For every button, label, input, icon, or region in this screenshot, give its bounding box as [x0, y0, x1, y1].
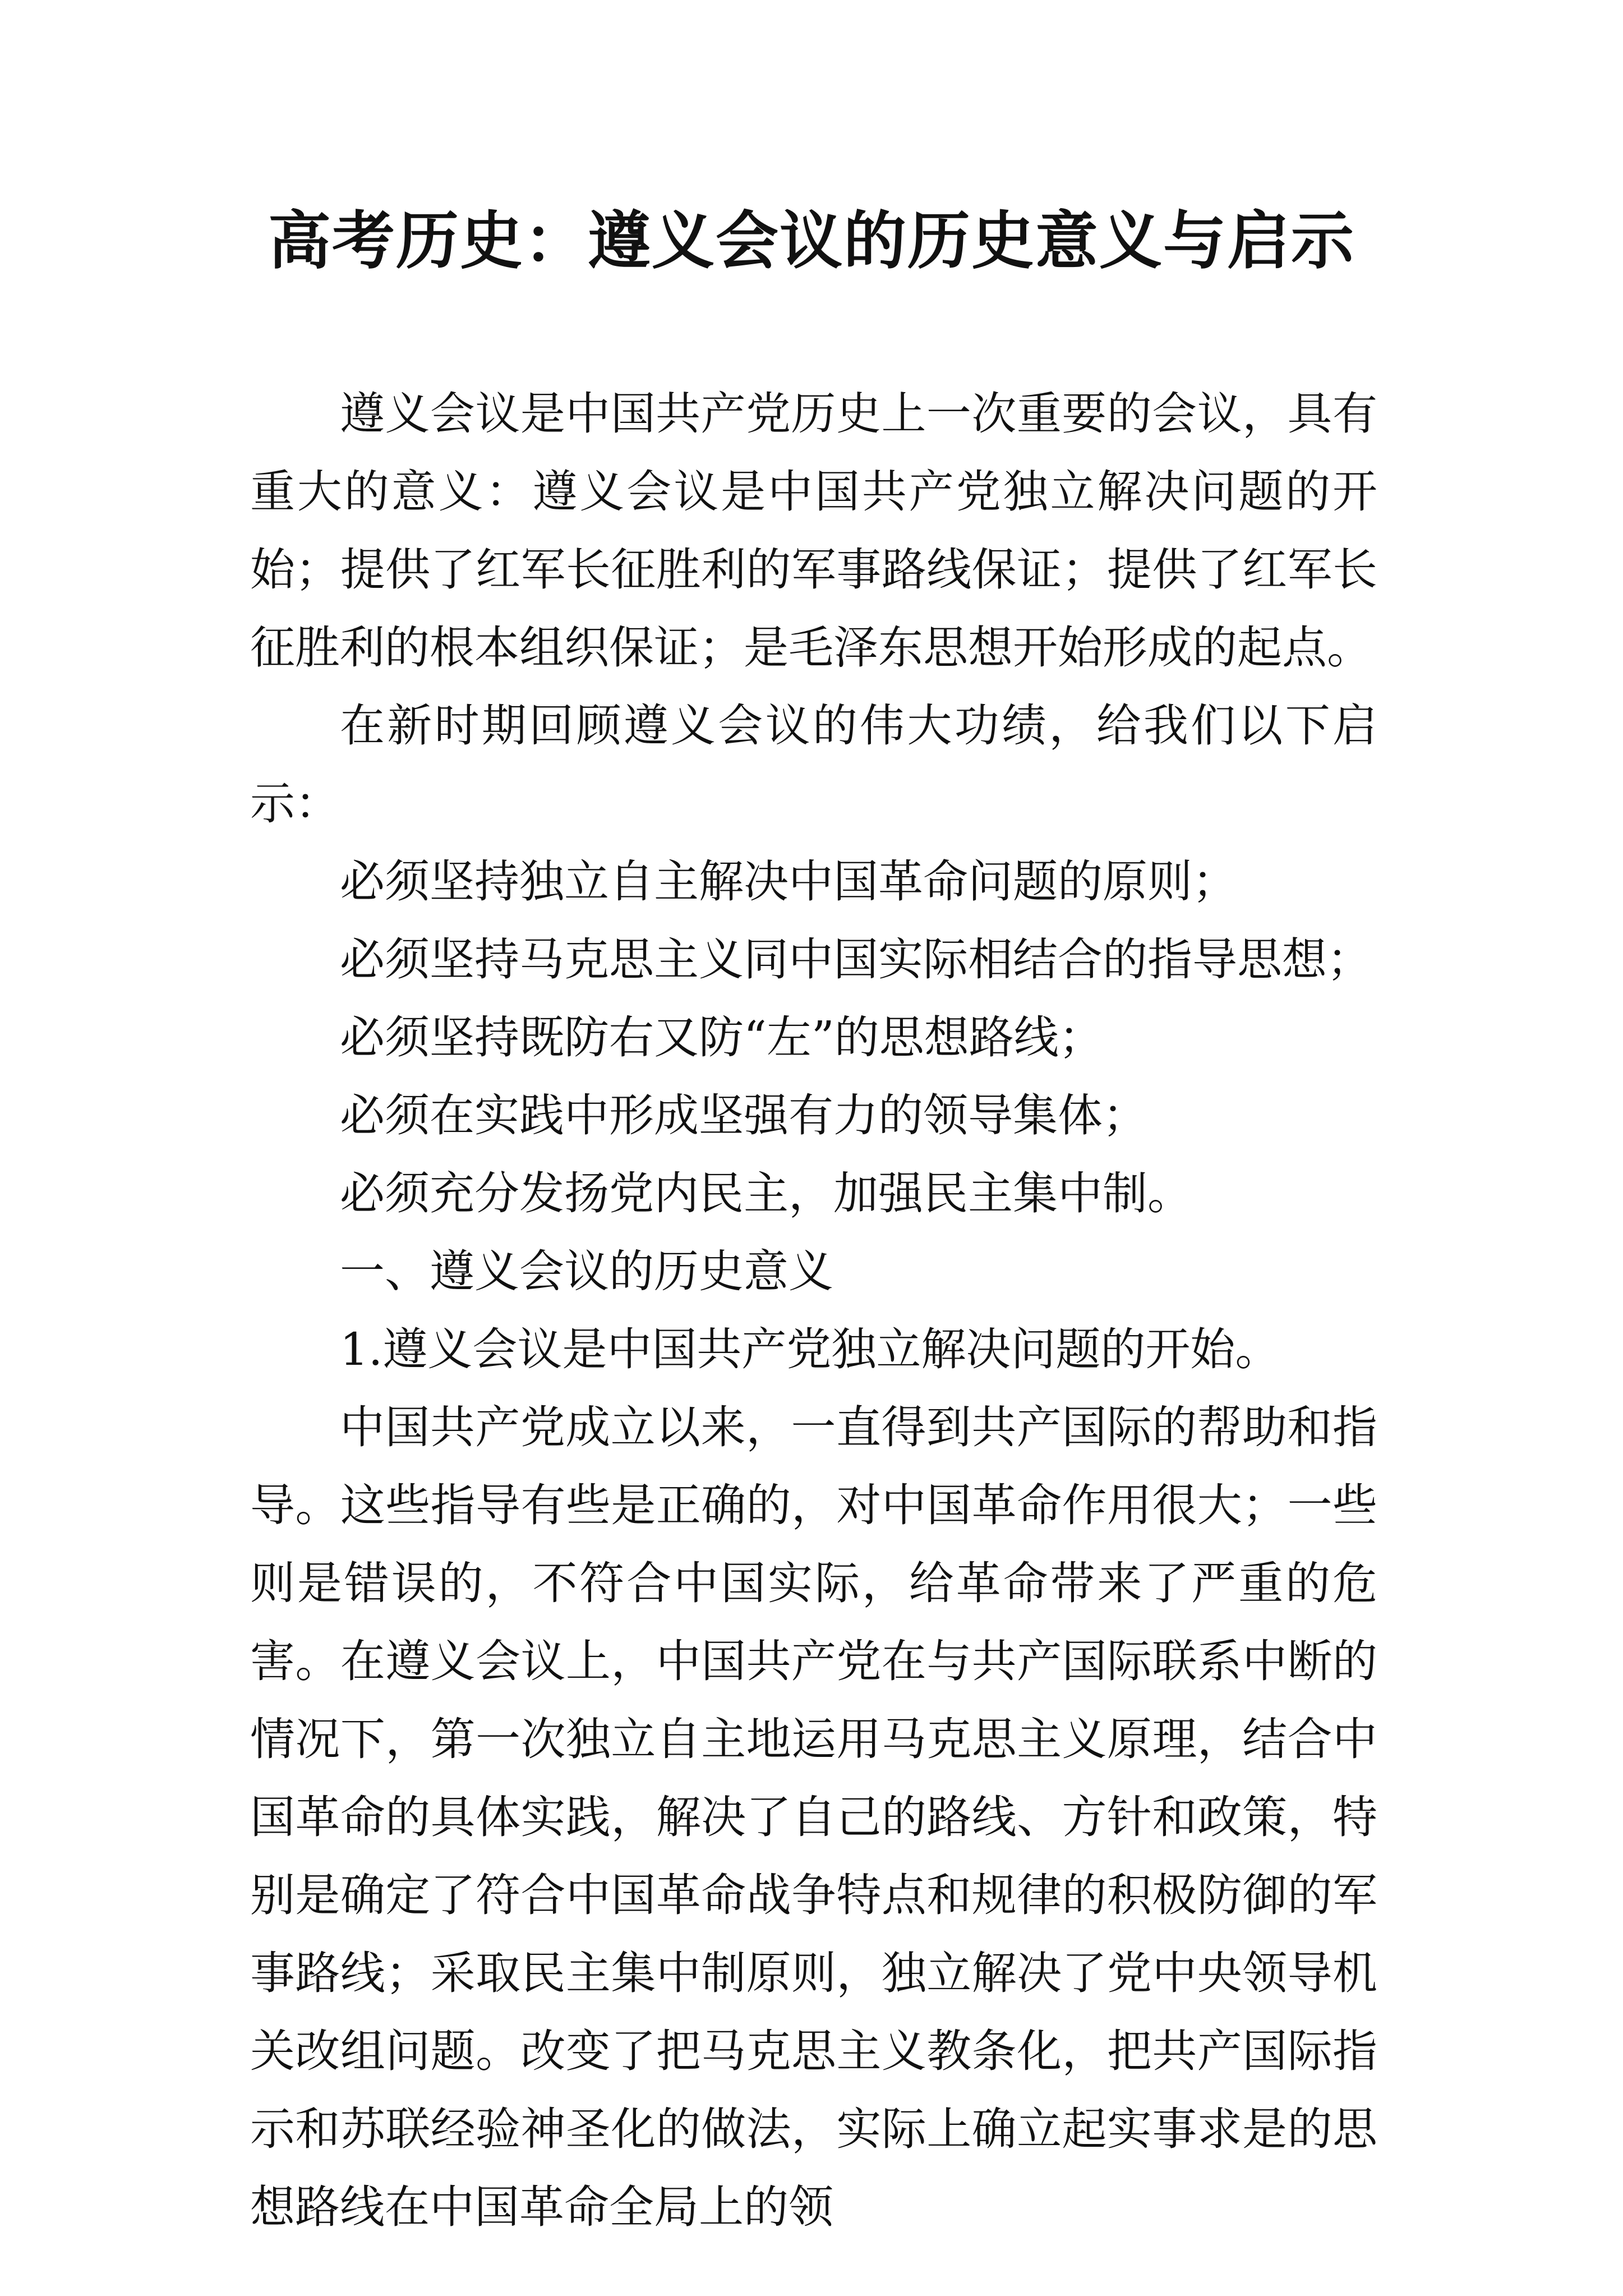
- lesson-item: 必须坚持既防右又防“左”的思想路线；: [340, 1011, 1104, 1064]
- section-heading: 一、遵义会议的历史意义: [340, 1245, 833, 1297]
- subsection-heading: 1.遵义会议是中国共产党独立解决问题的开始。: [340, 1323, 1280, 1375]
- lesson-item: 必须充分发扬党内民主，加强民主集中制。: [340, 1167, 1192, 1220]
- paragraph-intro: 遵义会议是中国共产党历史上一次重要的会议，具有重大的意义：遵义会议是中国共产党独立解决问题的开始；提供了红军长征胜利的军事路线保证；提供了红军长征胜利的根本组织保证；是毛泽东思想开始形成的起点。: [250, 388, 1377, 674]
- lesson-item: 必须坚持独立自主解决中国革命问题的原则；: [340, 855, 1237, 908]
- document-title: 高考历史：遵义会议的历史意义与启示: [268, 205, 1355, 278]
- lesson-item: 必须在实践中形成坚强有力的领导集体；: [340, 1089, 1147, 1142]
- lesson-item: 必须坚持马克思主义同中国实际相结合的指导思想；: [340, 933, 1372, 986]
- document-body: [250, 375, 1377, 2246]
- paragraph-lessons-intro: 在新时期回顾遵义会议的伟大功绩，给我们以下启示：: [250, 700, 1377, 830]
- paragraph-body: 中国共产党成立以来，一直得到共产国际的帮助和指导。这些指导有些是正确的，对中国革命作用很大；一些则是错误的，不符合中国实际，给革命带来了严重的危害。在遵义会议上，中国共产党在与共产国际联系中断的情况下，第一次独立自主地运用马克思主义原理，结合中国革命的具体实践，解决了自己的路线、方针和政策，特别是确定了符合中国革命战争特点和规律的积极防御的军事路线；采取民主集中制原则，独立解决了党中央领导机关改组问题。改变了把马克思主义教条化，把共产国际指示和苏联经验神圣化的做法，实际上确立起实事求是的思想路线在中国革命全局上的领: [250, 1401, 1377, 2233]
